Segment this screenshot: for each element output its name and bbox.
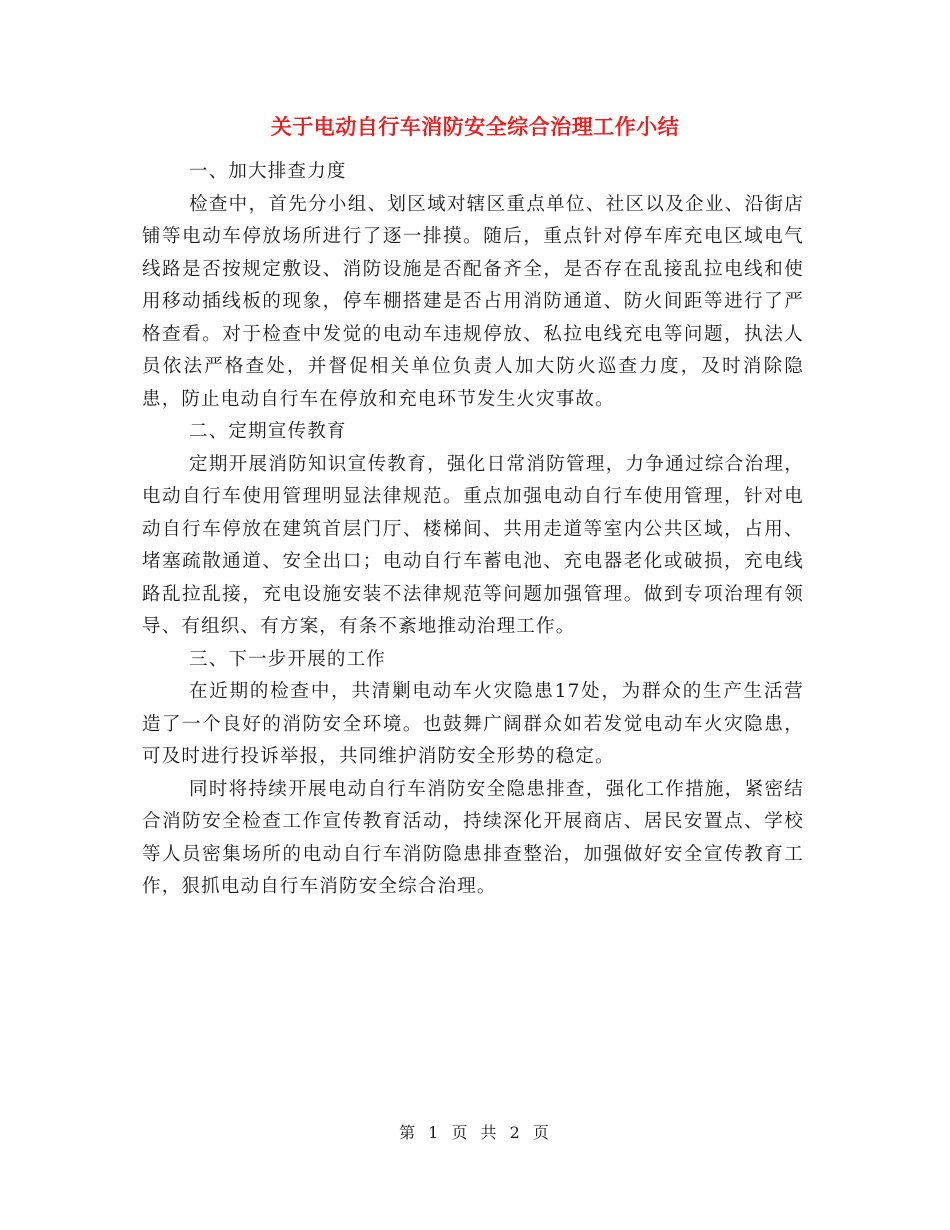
section-heading-3: 三、下一步开展的工作 xyxy=(189,648,387,670)
document-title: 关于电动自行车消防安全综合治理工作小结 xyxy=(270,114,680,139)
section-heading-1: 一、加大排查力度 xyxy=(189,161,347,182)
page-number-footer: 第 1 页 共 2 页 xyxy=(399,1123,551,1142)
section-3-paragraph-1: 在近期的检查中，共清剿电动车火灾隐患17处，为群众的生产生活营造了一个良好的消防安全环境。也鼓舞广阔群众如若发觉电动车火灾隐患，可及时进行投诉举报，共同维护消防安全形势的稳定。 xyxy=(142,681,804,767)
section-2-paragraph-1: 定期开展消防知识宣传教育，强化日常消防管理，力争通过综合治理，电动自行车使用管理明显法律规范。重点加强电动自行车使用管理，针对电动自行车停放在建筑首层门厅、楼梯间、共用走道等室内公共区域，占用、堵塞疏散通道、安全出口；电动自行车蓄电池、充电器老化或破损，充电线路乱拉乱接，充电设施安装不法律规范等问题加强管理。做到专项治理有领导、有组织、有方案，有条不紊地推动治理工作。 xyxy=(142,453,804,637)
section-heading-2: 二、定期宣传教育 xyxy=(189,421,347,442)
section-3-paragraph-2: 同时将持续开展电动自行车消防安全隐患排查，强化工作措施，紧密结合消防安全检查工作宣传教育活动，持续深化开展商店、居民安置点、学校等人员密集场所的电动自行车消防隐患排查整治，加强做好安全宣传教育工作，狠抓电动自行车消防安全综合治理。 xyxy=(142,778,804,897)
section-1-paragraph-1: 检查中，首先分小组、划区域对辖区重点单位、社区以及企业、沿街店铺等电动车停放场所进行了逐一排摸。随后，重点针对停车库充电区域电气线路是否按规定敷设、消防设施是否配备齐全，是否存在乱接乱拉电线和使用移动插线板的现象，停车棚搭建是否占用消防通道、防火间距等进行了严格查看。对于检查中发觉的电动车违规停放、私拉电线充电等问题，执法人员依法严格查处，并督促相关单位负责人加大防火巡查力度，及时消除隐患，防止电动自行车在停放和充电环节发生火灾事故。 xyxy=(142,193,804,410)
document-body xyxy=(142,156,804,904)
